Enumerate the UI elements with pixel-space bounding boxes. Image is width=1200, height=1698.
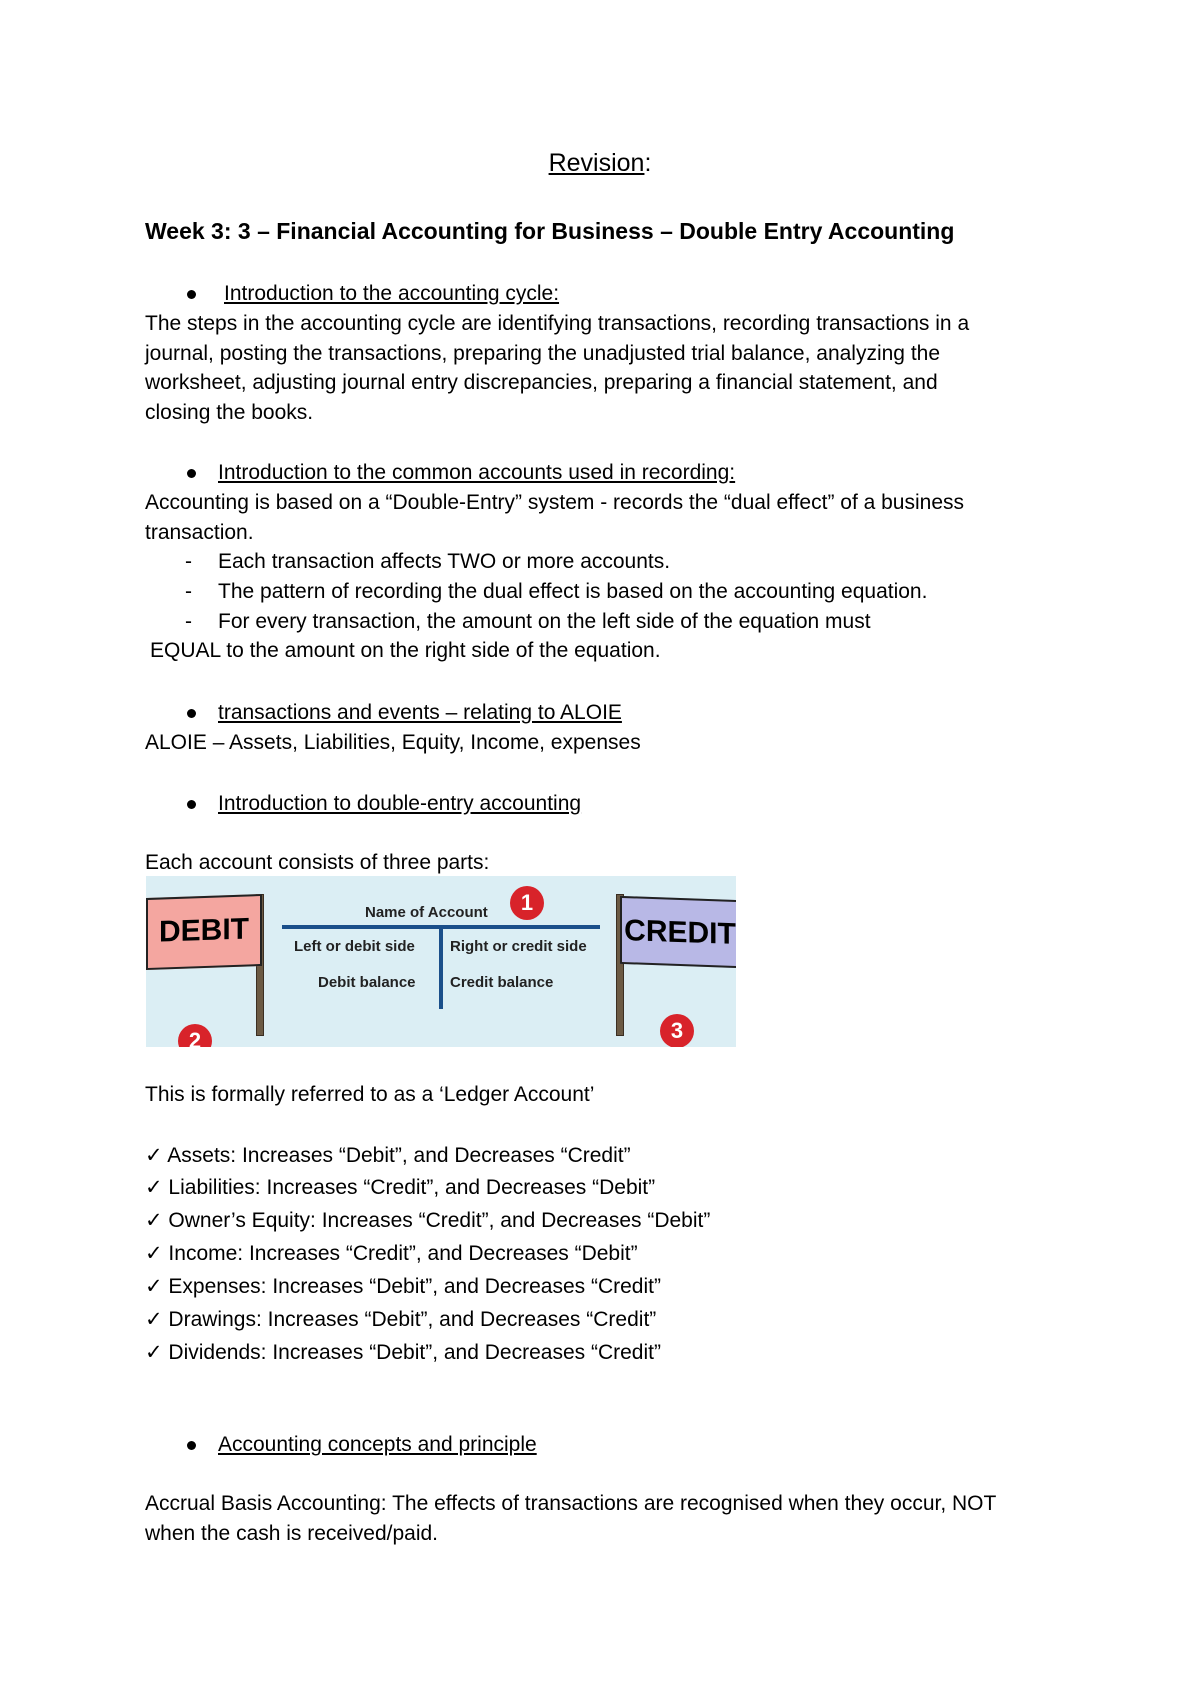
title-text: Revision xyxy=(548,149,645,177)
bullet-dot xyxy=(187,290,196,299)
credit-flag xyxy=(620,896,736,968)
name-of-account-label: Name of Account xyxy=(365,904,488,921)
page-title xyxy=(0,148,1200,178)
badge-1: 1 xyxy=(510,886,544,920)
paragraph-line: This is formally referred to as a ‘Ledger Account’ xyxy=(145,1083,595,1106)
dash-item: The pattern of recording the dual effect is based on the accounting equation. xyxy=(218,580,928,603)
paragraph-line: worksheet, adjusting journal entry discrepancies, preparing a financial statement, and xyxy=(145,371,938,394)
paragraph-line: Accrual Basis Accounting: The effects of transactions are recognised when they occur, NOT xyxy=(145,1492,997,1515)
credit-balance-label: Credit balance xyxy=(450,974,554,991)
dash-marker: - xyxy=(185,580,192,603)
paragraph-line: Accounting is based on a “Double-Entry” system - records the “dual effect” of a business xyxy=(145,491,965,514)
section-heading-aloie: transactions and events – relating to ALOIE xyxy=(218,701,622,724)
rule-item: ✓ Dividends: Increases “Debit”, and Decreases “Credit” xyxy=(145,1341,661,1364)
ledger-account-diagram xyxy=(146,876,736,1047)
debit-flag xyxy=(146,894,262,970)
bullet-dot xyxy=(187,1441,196,1450)
badge-2: 2 xyxy=(178,1024,212,1047)
dash-marker: - xyxy=(185,550,192,573)
title-colon: : xyxy=(644,149,652,177)
right-side-label: Right or credit side xyxy=(450,938,587,955)
rule-item: ✓ Drawings: Increases “Debit”, and Decreases “Credit” xyxy=(145,1308,657,1331)
rule-item: ✓ Expenses: Increases “Debit”, and Decreases “Credit” xyxy=(145,1275,661,1298)
rule-item: ✓ Liabilities: Increases “Credit”, and Decreases “Debit” xyxy=(145,1176,656,1199)
rule-item: ✓ Owner’s Equity: Increases “Credit”, and Decreases “Debit” xyxy=(145,1209,711,1232)
left-side-label: Left or debit side xyxy=(294,938,415,955)
bullet-dot xyxy=(187,709,196,718)
paragraph-line: closing the books. xyxy=(145,401,314,424)
paragraph-line: when the cash is received/paid. xyxy=(145,1522,439,1545)
paragraph-line: journal, posting the transactions, preparing the unadjusted trial balance, analyzing the xyxy=(145,342,941,365)
debit-flag-label: DEBIT xyxy=(159,912,249,949)
dash-marker: - xyxy=(185,610,192,633)
section-heading-double-entry: Introduction to double-entry accounting xyxy=(218,792,582,815)
rule-item: ✓ Assets: Increases “Debit”, and Decreases “Credit” xyxy=(145,1144,631,1167)
section-heading-accounts: Introduction to the common accounts used in recording: xyxy=(218,461,736,484)
badge-3: 3 xyxy=(660,1014,694,1047)
debit-balance-label: Debit balance xyxy=(318,974,416,991)
section-heading-concepts: Accounting concepts and principle xyxy=(218,1433,537,1456)
paragraph-line: The steps in the accounting cycle are identifying transactions, recording transactions in a xyxy=(145,312,970,335)
dash-item: For every transaction, the amount on the left side of the equation must xyxy=(218,610,871,633)
bullet-dot xyxy=(187,800,196,809)
dash-item: Each transaction affects TWO or more accounts. xyxy=(218,550,671,573)
paragraph-line: Each account consists of three parts: xyxy=(145,851,490,874)
section-heading-cycle: Introduction to the accounting cycle: xyxy=(224,282,560,305)
rule-item: ✓ Income: Increases “Credit”, and Decreases “Debit” xyxy=(145,1242,638,1265)
bullet-dot xyxy=(187,469,196,478)
paragraph-line: ALOIE – Assets, Liabilities, Equity, Income, expenses xyxy=(145,731,641,754)
t-account-center-line xyxy=(439,925,443,1009)
credit-flag-label: CREDIT xyxy=(624,914,736,951)
week-heading: Week 3: 3 – Financial Accounting for Business – Double Entry Accounting xyxy=(145,218,955,244)
paragraph-line: transaction. xyxy=(145,521,254,544)
paragraph-line: EQUAL to the amount on the right side of the equation. xyxy=(150,639,661,662)
